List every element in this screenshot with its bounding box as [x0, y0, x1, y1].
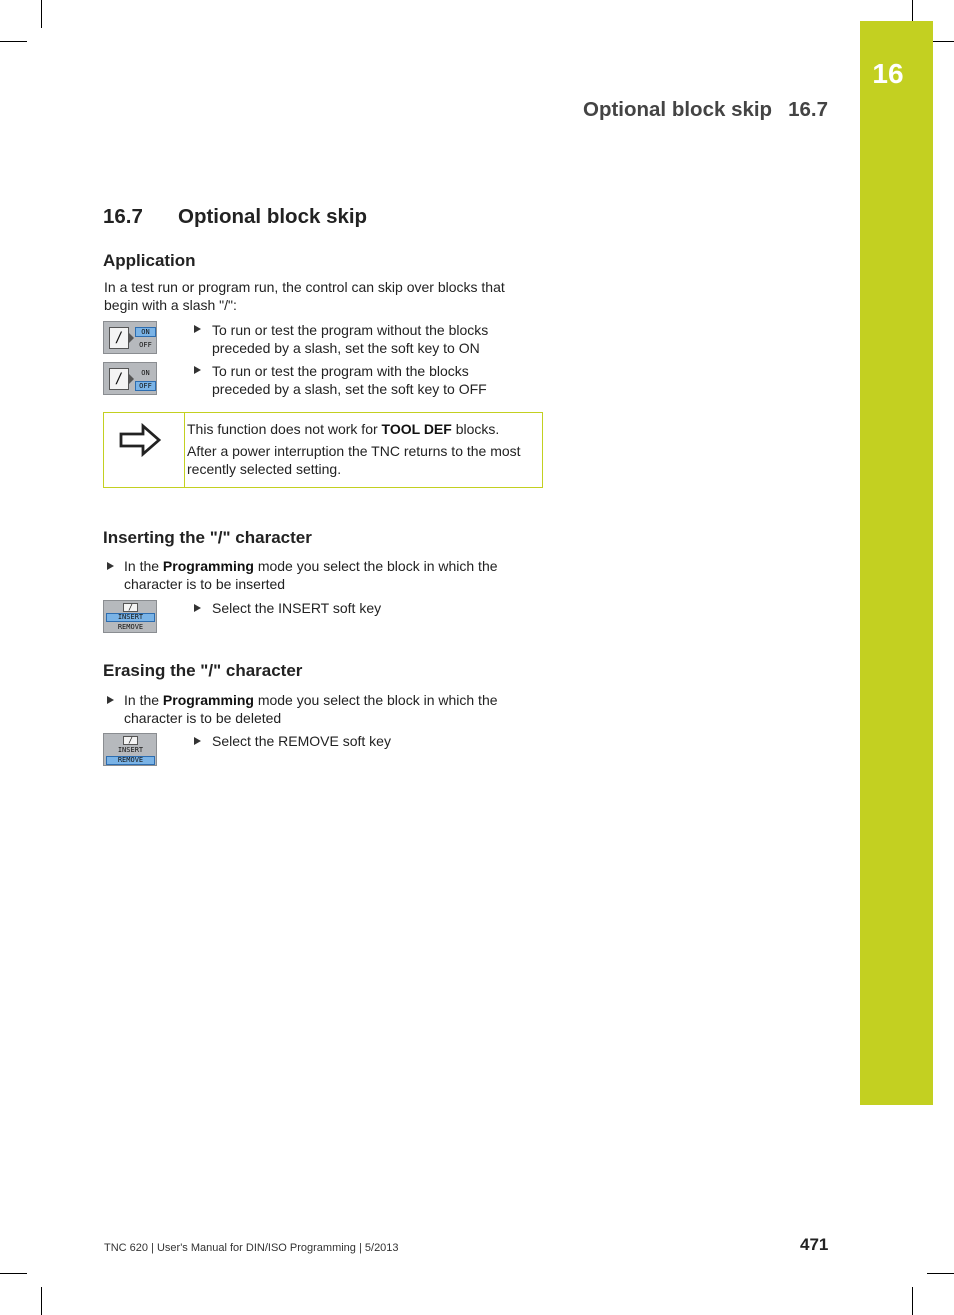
chapter-number: 16	[872, 58, 904, 89]
crop-mark	[912, 0, 913, 22]
running-header	[583, 98, 828, 122]
step-text: To run or test the program without the blocks preceded by a slash, set the soft key to ON	[212, 322, 489, 356]
off-label: OFF	[135, 381, 156, 391]
crop-mark	[41, 0, 42, 28]
slash-label: /	[109, 327, 129, 349]
erasing-heading: Erasing the "/" character	[103, 661, 303, 680]
section-number: 16.7	[103, 205, 143, 228]
insert-label: INSERT	[106, 613, 155, 622]
remove-label: REMOVE	[106, 756, 155, 765]
section-title	[103, 205, 367, 229]
programming-keyword: Programming	[162, 558, 254, 574]
note-divider	[184, 412, 185, 488]
running-header-title: Optional block skip	[583, 98, 773, 121]
on-label: ON	[141, 369, 150, 377]
remove-softkey[interactable]	[103, 733, 157, 766]
slash-label: /	[109, 368, 129, 390]
crop-mark	[927, 1273, 954, 1274]
bullet-arrow-icon	[194, 737, 201, 745]
chapter-tab	[860, 21, 933, 1105]
bullet-arrow-icon	[194, 325, 201, 333]
bullet-arrow-icon	[194, 366, 201, 374]
remove-softkey-step: Select the REMOVE soft key	[212, 733, 391, 749]
note-line-1: This function does not work for TOOL DEF blocks.	[187, 421, 500, 437]
crop-mark	[912, 1287, 913, 1315]
arrow-tip-icon	[129, 333, 134, 343]
footer-text: TNC 620 | User's Manual for DIN/ISO Programming | 5/2013	[104, 1242, 399, 1254]
bullet-arrow-icon	[107, 562, 114, 570]
skip-on-softkey[interactable]	[103, 321, 157, 354]
insert-label: INSERT	[117, 746, 144, 754]
page-number: 471	[800, 1235, 829, 1254]
section-title-text: Optional block skip	[178, 205, 368, 228]
application-intro: In a test run or program run, the control can skip over blocks that begin with a slash "/":	[104, 279, 505, 313]
note-arrow-icon	[119, 423, 163, 457]
tool-def-keyword: TOOL DEF	[381, 421, 452, 437]
on-label: ON	[135, 327, 156, 337]
note-line-2: After a power interruption the TNC returns to the most recently selected setting.	[187, 443, 521, 477]
bullet-arrow-icon	[107, 696, 114, 704]
arrow-tip-icon	[129, 374, 134, 384]
insert-softkey[interactable]	[103, 600, 157, 633]
erasing-step: In the Programming mode you select the block in which the character is to be deleted	[124, 692, 498, 726]
remove-label: REMOVE	[117, 623, 144, 631]
running-header-number: 16.7	[788, 98, 828, 121]
inserting-step: In the Programming mode you select the block in which the character is to be inserted	[124, 558, 498, 592]
crop-mark	[41, 1287, 42, 1315]
application-heading: Application	[103, 251, 196, 270]
programming-keyword: Programming	[162, 692, 254, 708]
slash-label: /	[123, 736, 138, 745]
slash-label: /	[123, 603, 138, 612]
skip-off-softkey[interactable]	[103, 362, 157, 395]
crop-mark	[0, 41, 27, 42]
bullet-arrow-icon	[194, 604, 201, 612]
insert-softkey-step: Select the INSERT soft key	[212, 600, 382, 616]
inserting-heading: Inserting the "/" character	[103, 528, 312, 547]
step-text: To run or test the program with the blocks preceded by a slash, set the soft key to OFF	[212, 363, 487, 397]
off-label: OFF	[139, 341, 152, 349]
crop-mark	[0, 1273, 27, 1274]
